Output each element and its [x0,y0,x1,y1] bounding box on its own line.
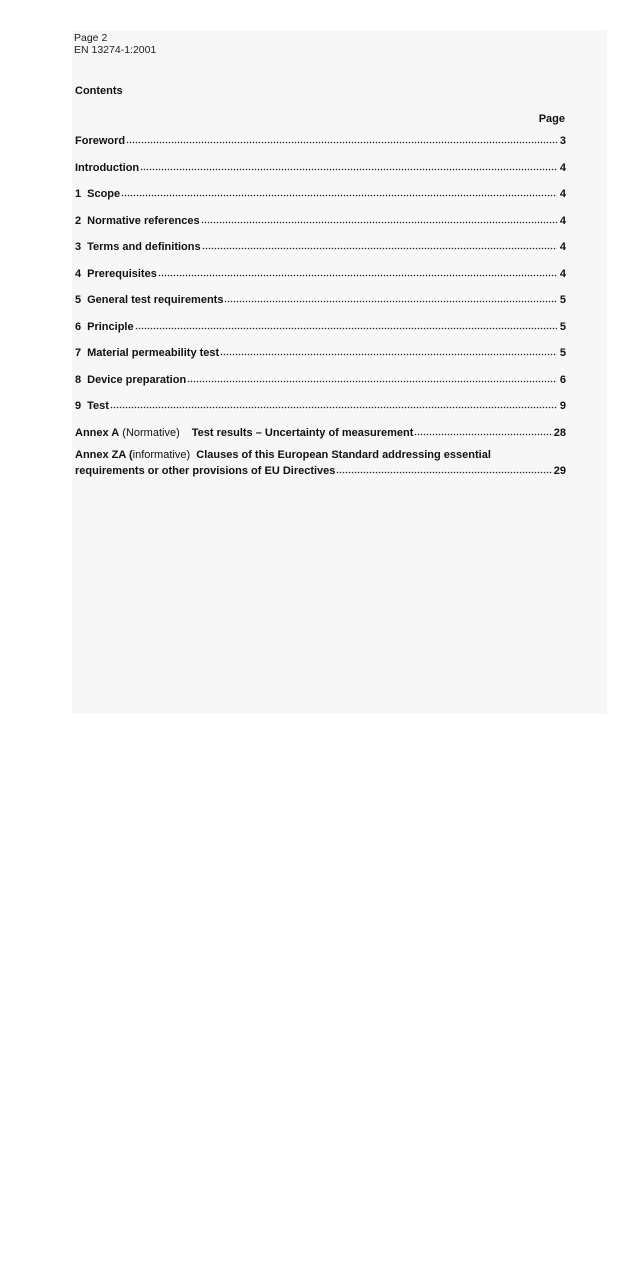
toc-page: 4 [559,267,566,280]
toc-title: Normative references [87,214,200,227]
toc-title: Prerequisites [87,267,157,280]
toc-title: Principle [87,320,134,333]
toc-page: 9 [559,400,566,412]
toc-page: 5 [559,320,566,333]
annex-label: Annex A [75,426,120,439]
toc-page: 5 [559,294,566,306]
toc-number: 5 [75,294,82,306]
toc-page: 4 [559,161,566,174]
toc-title: Test results – Uncertainty of measurement [191,426,414,439]
toc-entry-foreword[interactable] [75,132,566,159]
toc-page: 29 [553,465,566,477]
toc-entry-introduction[interactable] [75,159,566,186]
toc-title-line1: Clauses of this European Standard addressing essential [196,449,491,461]
dot-leader [224,291,557,303]
dot-leader [140,159,557,171]
dot-leader [202,238,557,250]
toc-title: Scope [87,188,121,200]
dot-leader [158,265,557,277]
toc-page: 5 [559,347,566,359]
page-column-label: Page [538,113,565,125]
toc-title: General test requirements [87,294,224,306]
dot-leader [414,424,552,436]
toc-entry-device-preparation[interactable] [75,371,566,398]
toc-entry-scope[interactable] [75,185,566,212]
toc-number: 2 [75,214,82,227]
dot-leader [135,318,557,330]
dot-leader [110,397,557,409]
toc-number: 6 [75,320,82,333]
toc-entry-material-permeability-test[interactable] [75,344,566,371]
dot-leader [220,344,557,356]
dot-leader [336,462,552,474]
toc-entry-normative-references[interactable] [75,212,566,239]
annex-type: (Normative) [122,426,180,439]
annex-label: Annex ZA ( [75,449,133,461]
toc-number: 8 [75,373,82,386]
toc-entry-annex-a[interactable] [75,424,566,451]
toc-page: 28 [553,426,566,439]
dot-leader [201,212,557,224]
toc-title: Introduction [75,161,140,174]
toc-page: 3 [559,135,566,147]
table-of-contents [75,132,566,450]
toc-title: Terms and definitions [87,241,201,253]
toc-title: Device preparation [87,373,187,386]
toc-entry-terms-definitions[interactable] [75,238,566,265]
toc-page: 4 [559,214,566,227]
toc-title: Material permeability test [87,347,220,359]
page-number: Page 2 [74,32,108,44]
toc-page: 4 [559,188,566,200]
toc-entry-prerequisites[interactable] [75,265,566,292]
annex-type: informative) [132,449,191,461]
page-header [74,32,156,56]
toc-title: Test [87,400,109,412]
standard-id: EN 13274-1:2001 [74,44,157,56]
toc-title-line2: requirements or other provisions of EU Directives [75,465,336,477]
toc-entry-test[interactable] [75,397,566,424]
toc-title: Foreword [75,135,126,147]
toc-number: 9 [75,400,82,412]
toc-entry-principle[interactable] [75,318,566,345]
toc-entry-annex-za[interactable] [75,448,566,478]
toc-number: 3 [75,241,82,253]
toc-number: 7 [75,347,82,359]
dot-leader [126,132,557,144]
toc-page: 6 [559,373,566,386]
dot-leader [187,371,557,383]
toc-number: 4 [75,267,82,280]
contents-title: Contents [75,85,123,97]
toc-page: 4 [559,241,566,253]
dot-leader [121,185,557,197]
toc-number: 1 [75,188,82,200]
toc-entry-general-test-requirements[interactable] [75,291,566,318]
